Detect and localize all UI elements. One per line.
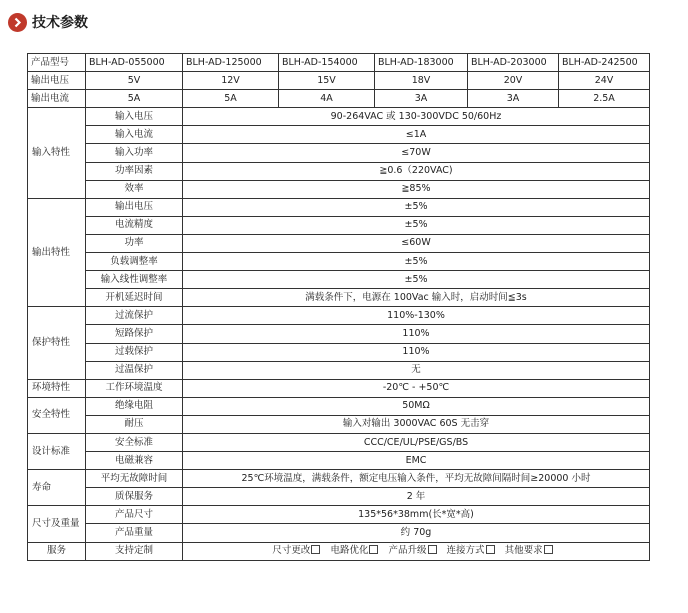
param-label: 短路保护 — [86, 325, 183, 343]
spec-row — [28, 343, 650, 361]
current-cell: 5A — [86, 90, 183, 108]
spec-row — [28, 379, 650, 397]
service-option-label: 其他要求 — [504, 545, 543, 557]
spec-table — [27, 53, 650, 561]
voltage-cell: 24V — [559, 72, 650, 90]
section-header — [8, 10, 88, 34]
param-label: 输入线性调整率 — [86, 271, 183, 289]
param-value: 90-264VAC 或 130-300VDC 50/60Hz — [183, 108, 650, 126]
param-label: 绝缘电阻 — [86, 397, 183, 415]
param-value: ±5% — [183, 216, 650, 234]
service-option-label: 产品升级 — [388, 545, 427, 557]
spec-row — [28, 198, 650, 216]
model-cell: BLH-AD-183000 — [375, 54, 468, 72]
category-output: 输出特性 — [28, 198, 86, 307]
spec-row — [28, 506, 650, 524]
param-value: ≤1A — [183, 126, 650, 144]
param-value: ±5% — [183, 271, 650, 289]
param-label: 电流精度 — [86, 216, 183, 234]
param-label: 过载保护 — [86, 343, 183, 361]
spec-row — [28, 307, 650, 325]
category-environment: 环境特性 — [28, 379, 86, 397]
model-cell: BLH-AD-242500 — [559, 54, 650, 72]
spec-row — [28, 470, 650, 488]
current-cell: 2.5A — [559, 90, 650, 108]
param-value: 50MΩ — [183, 397, 650, 415]
spec-row — [28, 488, 650, 506]
param-label: 功率因素 — [86, 162, 183, 180]
param-value: 135*56*38mm(长*宽*高) — [183, 506, 650, 524]
category-size: 尺寸及重量 — [28, 506, 86, 542]
param-value: 输入对输出 3000VAC 60S 无击穿 — [183, 415, 650, 433]
checkbox-icon — [428, 545, 437, 554]
param-value: -20℃ - +50℃ — [183, 379, 650, 397]
model-cell: BLH-AD-125000 — [183, 54, 279, 72]
spec-row — [28, 216, 650, 234]
voltage-cell: 12V — [183, 72, 279, 90]
param-value: ≤70W — [183, 144, 650, 162]
param-value: 110%-130% — [183, 307, 650, 325]
param-label: 输入功率 — [86, 144, 183, 162]
param-label: 功率 — [86, 234, 183, 252]
spec-row — [28, 415, 650, 433]
category-input: 输入特性 — [28, 108, 86, 198]
spec-row — [28, 289, 650, 307]
spec-row — [28, 325, 650, 343]
category-design: 设计标准 — [28, 433, 86, 469]
service-options — [183, 542, 650, 560]
param-label: 工作环境温度 — [86, 379, 183, 397]
current-cell: 3A — [468, 90, 559, 108]
output-current-row — [28, 90, 650, 108]
voltage-cell: 5V — [86, 72, 183, 90]
param-label: 产品尺寸 — [86, 506, 183, 524]
output-current-label: 输出电流 — [28, 90, 86, 108]
param-value: ≧85% — [183, 180, 650, 198]
current-cell: 3A — [375, 90, 468, 108]
spec-row — [28, 524, 650, 542]
param-value: ±5% — [183, 198, 650, 216]
checkbox-icon — [544, 545, 553, 554]
param-label: 负载调整率 — [86, 253, 183, 271]
param-value: ≤60W — [183, 234, 650, 252]
model-row — [28, 54, 650, 72]
category-protection: 保护特性 — [28, 307, 86, 379]
spec-row — [28, 234, 650, 252]
param-label: 开机延迟时间 — [86, 289, 183, 307]
param-value: 2 年 — [183, 488, 650, 506]
param-value: ≧0.6（220VAC) — [183, 162, 650, 180]
voltage-cell: 15V — [279, 72, 375, 90]
param-label: 产品重量 — [86, 524, 183, 542]
param-value: 110% — [183, 325, 650, 343]
param-value: 110% — [183, 343, 650, 361]
model-cell: BLH-AD-055000 — [86, 54, 183, 72]
voltage-cell: 18V — [375, 72, 468, 90]
spec-row — [28, 271, 650, 289]
param-value: 满载条件下，电源在 100Vac 输入时，启动时间≦3s — [183, 289, 650, 307]
model-label: 产品型号 — [28, 54, 86, 72]
category-service: 服务 — [28, 542, 86, 560]
param-value: 无 — [183, 361, 650, 379]
model-cell: BLH-AD-154000 — [279, 54, 375, 72]
param-label: 输出电压 — [86, 198, 183, 216]
param-label: 电磁兼容 — [86, 452, 183, 470]
param-label: 效率 — [86, 180, 183, 198]
spec-row — [28, 542, 650, 560]
spec-row — [28, 162, 650, 180]
param-label: 过流保护 — [86, 307, 183, 325]
checkbox-icon — [486, 545, 495, 554]
voltage-cell: 20V — [468, 72, 559, 90]
param-value: 约 70g — [183, 524, 650, 542]
output-voltage-label: 输出电压 — [28, 72, 86, 90]
spec-row — [28, 144, 650, 162]
param-label: 耐压 — [86, 415, 183, 433]
chevron-right-icon — [8, 13, 27, 32]
spec-row — [28, 452, 650, 470]
param-label: 质保服务 — [86, 488, 183, 506]
spec-row — [28, 108, 650, 126]
spec-row — [28, 126, 650, 144]
param-label: 过温保护 — [86, 361, 183, 379]
spec-row — [28, 433, 650, 451]
current-cell: 4A — [279, 90, 375, 108]
spec-row — [28, 180, 650, 198]
checkbox-icon — [311, 545, 320, 554]
param-value: EMC — [183, 452, 650, 470]
category-life: 寿命 — [28, 470, 86, 506]
spec-row — [28, 361, 650, 379]
current-cell: 5A — [183, 90, 279, 108]
spec-row — [28, 253, 650, 271]
param-value: ±5% — [183, 253, 650, 271]
param-label: 支持定制 — [86, 542, 183, 560]
category-safety: 安全特性 — [28, 397, 86, 433]
param-value: 25℃环境温度，满载条件，额定电压输入条件，平均无故障间隔时间≥20000 小时 — [183, 470, 650, 488]
service-option-label: 连接方式 — [446, 545, 485, 557]
spec-row — [28, 397, 650, 415]
param-label: 安全标准 — [86, 433, 183, 451]
service-option-label: 电路优化 — [330, 545, 369, 557]
param-label: 平均无故障时间 — [86, 470, 183, 488]
section-title: 技术参数 — [32, 15, 88, 31]
param-value: CCC/CE/UL/PSE/GS/BS — [183, 433, 650, 451]
checkbox-icon — [369, 545, 378, 554]
param-label: 输入电压 — [86, 108, 183, 126]
output-voltage-row — [28, 72, 650, 90]
service-option-label: 尺寸更改 — [272, 545, 311, 557]
model-cell: BLH-AD-203000 — [468, 54, 559, 72]
param-label: 输入电流 — [86, 126, 183, 144]
